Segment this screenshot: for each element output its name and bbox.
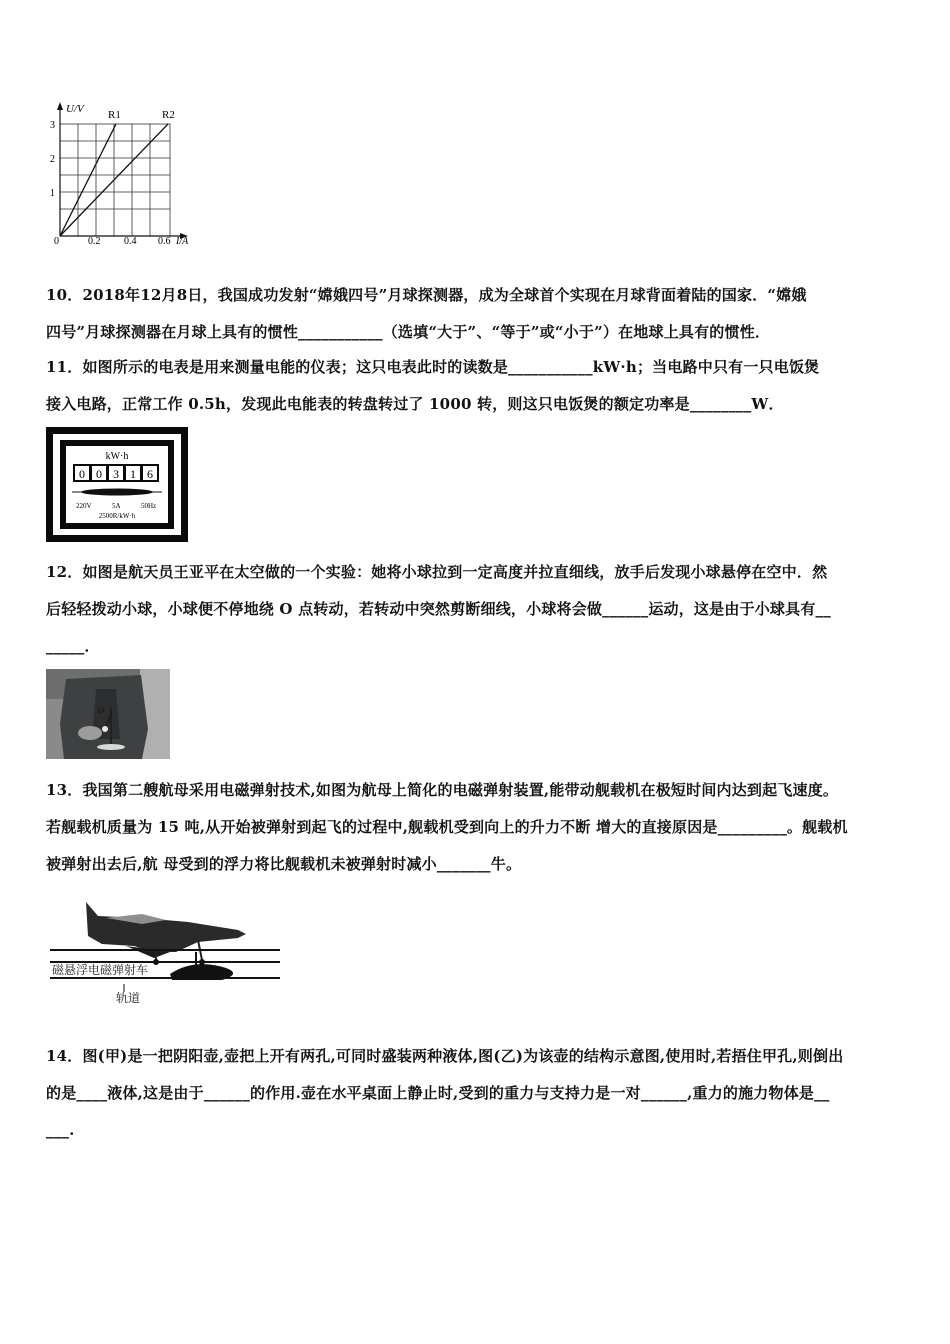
question-14 [46,1038,908,1149]
catapult-figure [46,888,286,1004]
x-tick-0: 0 [54,236,59,247]
question-10-line-2: 四号”月球探测器在月球上具有的惯性___________（选填“大于”、“等于”或“小于”）在地球上具有的惯性． [46,323,771,341]
hand [78,726,102,740]
ball [102,726,108,732]
question-12-line-2: 后轻轻拨动小球，小球便不停地绕 O 点转动，若转动中突然剪断细线，小球将会做______运动，这是由于小球具有__ [46,600,831,618]
label-r1: R1 [108,109,121,121]
question-13 [46,772,908,883]
meter-constant: 2500R/kW·h [98,512,136,520]
catapult-carriage [170,964,233,980]
x-tick-04: 0.4 [124,236,137,247]
y-tick-2: 2 [50,154,55,165]
y-tick-1: 1 [50,188,55,199]
meter-digit: 6 [147,467,153,481]
label-track: 轨道 [116,991,141,1004]
meter-digit: 1 [130,467,136,481]
astronaut-photo [46,669,170,759]
u-i-graph [44,98,204,248]
question-14-line-2: 的是____液体,这是由于______的作用.壶在水平桌面上静止时,受到的重力与支持力是一对______,重力的施力物体是__ [46,1084,830,1102]
question-11 [46,349,908,423]
meter-voltage: 220V [76,502,92,510]
question-14-line-3: ___. [46,1121,75,1139]
pivot-label-o: O [98,706,104,715]
question-10 [46,277,908,351]
meter-current: 5A [112,502,121,510]
meter-digit: 0 [96,467,102,481]
y-tick-3: 3 [50,120,55,131]
energy-meter [46,427,188,542]
jet-fighter [86,902,246,952]
y-axis-label: U/V [66,103,84,115]
y-axis-arrow [57,102,63,110]
question-14-line-1: 14．图(甲)是一把阴阳壶,壶把上开有两孔,可同时盛装两种液体,图(乙)为该壶的结构示意图,使用时,若捂住甲孔,则倒出 [46,1047,844,1065]
meter-frequency: 50Hz [141,502,157,510]
label-catapult-carriage: 磁悬浮电磁弹射车 [52,963,149,977]
x-tick-06: 0.6 [158,236,171,247]
x-axis-label: I/A [176,236,189,247]
question-13-line-1: 13．我国第二艘航母采用电磁弹射技术,如图为航母上简化的电磁弹射装置,能带动舰载机在极短时间内达到起飞速度。 [46,781,839,799]
label-r2: R2 [162,109,175,121]
question-10-line-1: 10．2018年12月8日，我国成功发射“嫦娥四号”月球探测器，成为全球首个实现在月球背面着陆的国家．“嫦娥 [46,286,807,304]
x-tick-02: 0.2 [88,236,101,247]
meter-digit: 3 [113,467,119,481]
question-11-line-1: 11．如图所示的电表是用来测量电能的仪表；这只电表此时的读数是___________kW·h；当电路中只有一只电饭煲 [46,358,820,376]
meter-digit: 0 [79,467,85,481]
meter-unit: kW·h [105,451,129,462]
question-12-line-1: 12．如图是航天员王亚平在太空做的一个实验：她将小球拉到一定高度并拉直细线，放手后发现小球悬停在空中．然 [46,563,828,581]
question-12-line-3: _____． [46,637,100,655]
question-13-line-3: 被弹射出去后,航 母受到的浮力将比舰载机未被弹射时减小_______牛。 [46,855,522,873]
question-11-line-2: 接入电路，正常工作 0.5h，发现此电能表的转盘转过了 1000 转，则这只电饭煲的额定功率是________W． [46,395,784,413]
question-12 [46,554,908,665]
question-13-line-2: 若舰载机质量为 15 吨,从开始被弹射到起飞的过程中,舰载机受到向上的升力不断 增大的直接原因是_________。舰载机 [46,818,848,836]
